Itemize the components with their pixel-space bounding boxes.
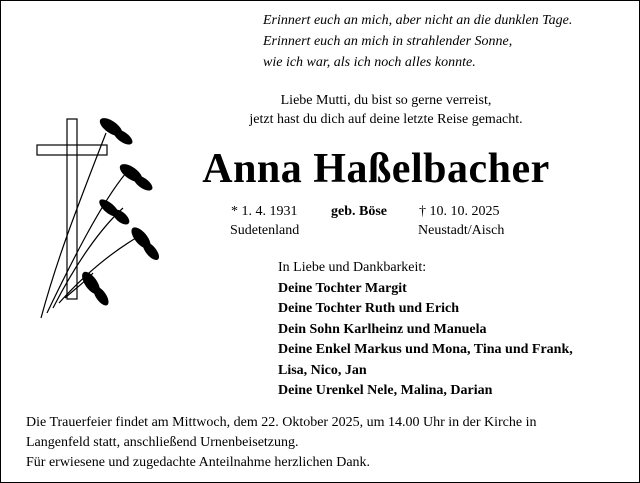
mourner-line: Deine Tochter Ruth und Erich bbox=[278, 301, 459, 316]
intro-text bbox=[151, 91, 621, 129]
mourner-line: Deine Enkel Markus und Mona, Tina und Frank, bbox=[278, 342, 573, 357]
footer-line: Für erwiesene und zugedachte Anteilnahme herzlichen Dank. bbox=[26, 455, 371, 470]
death-place: Neustadt/Aisch bbox=[418, 223, 505, 238]
mourner-line: Dein Sohn Karlheinz und Manuela bbox=[278, 321, 487, 337]
intro-line: jetzt hast du dich auf deine letzte Reise gemacht. bbox=[249, 112, 523, 127]
footer-line: Die Trauerfeier findet am Mittwoch, dem 22. Oktober 2025, um 14.00 Uhr in der Kirche in bbox=[26, 415, 537, 430]
mourner-line: Lisa, Nico, Jan bbox=[278, 362, 367, 378]
birth-date: * 1. 4. 1931 bbox=[231, 204, 298, 219]
deceased-name: Anna Haßelbacher bbox=[202, 146, 550, 192]
funeral-info bbox=[26, 413, 626, 473]
footer-line: Langenfeld statt, anschließend Urnenbeisetzung. bbox=[26, 435, 299, 450]
mourner-line: Deine Tochter Margit bbox=[278, 280, 407, 296]
intro-line: Liebe Mutti, du bist so gerne verreist, bbox=[280, 93, 492, 108]
maiden-name: geb. Böse bbox=[331, 204, 387, 219]
birth-place: Sudetenland bbox=[230, 223, 300, 238]
mourners-list bbox=[278, 258, 573, 402]
mourners-heading: In Liebe und Dankbarkeit: bbox=[278, 260, 427, 275]
death-date: † 10. 10. 2025 bbox=[419, 204, 500, 219]
mourner-line: Deine Urenkel Nele, Malina, Darian bbox=[278, 383, 493, 398]
poem-line: Erinnert euch an mich, aber nicht an die dunklen Tage. bbox=[263, 13, 573, 28]
poem-line: Erinnert euch an mich in strahlender Sonne, bbox=[263, 34, 513, 49]
poem-line: wie ich war, als ich noch alles konnte. bbox=[263, 55, 476, 70]
poem bbox=[263, 10, 572, 73]
